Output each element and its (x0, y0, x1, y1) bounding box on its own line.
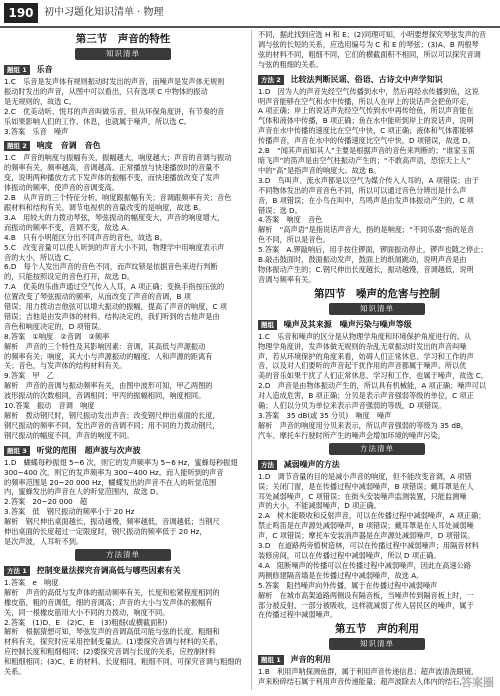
method-heading (258, 74, 496, 85)
page-number: 190 (4, 3, 38, 23)
text-line: 解析 拨动钢尺时，钢尺振动发出声音；改变钢尺伸出桌面的长度， (4, 411, 220, 420)
text-line: 关；音色，与发声体的结构材料有关。 (4, 361, 127, 371)
text-line: 3.D 鸟叫声、流水声都是以空气为媒介传入人耳的，A 项错误；由于 (258, 175, 479, 185)
text-line: 调与弦的长短的关系，应选用编号为 C 和 E 的琴弦；(3)A、B 两根琴 (258, 39, 479, 49)
topic-title: 响度 音调 音色 (36, 141, 101, 151)
text-line: 色不同，所以是音色。 (258, 235, 330, 245)
text-line: 确；人们以分贝为单位来表示声音强弱的等级，D 项错误。 (258, 401, 446, 411)
text-line: 1.D 蝴蝶每秒振翅 5~6 次，则它的发声频率为 5~6 Hz，蜜蜂每秒振翅 (4, 457, 238, 467)
watermark-logo: 答案圈 (461, 676, 494, 689)
method-tag: 方法 2 (258, 75, 284, 85)
text-line: 钢尺振动的幅度不同，声音的响度不同。 (4, 430, 134, 440)
section-title: 第五节 声的利用 (335, 623, 419, 636)
text-line: 3.答案 低 钢尺振动的频率小于 20 Hz (4, 507, 135, 517)
answers-block (258, 87, 496, 285)
text-line: 1.答案 e 响度 (4, 577, 59, 587)
text-line: 物体振动产生的；C.钢尺伸出长度越长，振动越慢，音调越低，说明 (258, 264, 474, 274)
text-line: 9.答案 甲 乙 (4, 371, 54, 381)
answers-block (258, 332, 496, 441)
text-line: 解析 声音的响度用分贝来表示，所以声音强弱的等级为 35 dB， (258, 420, 469, 430)
text-line: 声，C 项错误；摩托车安装消声器是在声源处减弱噪声，D 项错误。 (258, 531, 475, 541)
method-title: 控制变量法探究音调高低与哪些因素有关 (36, 565, 181, 575)
text-line: 伸出桌面的长度超过一定限度时，钢尺振动的频率低于 20 Hz， (4, 527, 207, 537)
text-line: 在传播过程中减弱噪声。 (258, 610, 338, 620)
text-line: 4.A 阻断噪声的传播可以在传播过程中减弱噪声，因此在高速公路 (258, 560, 472, 570)
text-line: 体振动的频率，使声音的音调变高。 (4, 183, 120, 193)
text-line: 对人造成危害，B 项正确；分贝是表示声音强弱等级的单位，C 项正 (258, 391, 474, 401)
text-line: 错误；用力拨动吉他弦可以增大振动的振幅，提高了声音的响度，C 项 (4, 302, 227, 312)
topic-title: 听觉的范围 超声波与次声波 (36, 445, 141, 455)
text-line: 解析 声音的高低与发声体的振动频率有关，长度和松紧程度相同的 (4, 587, 220, 597)
answers-block (258, 472, 496, 621)
text-line: B.敲击鼓面时，鼓面振动发声，鼓面上的纸屑跳动，说明声音是由 (258, 255, 467, 265)
page-header (0, 0, 500, 28)
text-line: 是次声波，人耳听不到。 (4, 536, 84, 546)
topic-title: 乐音 (36, 65, 53, 74)
topic-heading (258, 654, 496, 665)
text-line: 1.C 声音的响度与振幅有关，振幅越大，响度越大；声音的音调与振动 (4, 153, 232, 163)
text-line: 5.答案 A.锣敲响后，用手按住锣面，锣面振动停止，锣声也随之停止； (258, 245, 488, 255)
method-heading (258, 459, 496, 470)
topic-tag: 题组 (258, 320, 277, 330)
text-line: 不同物体发出的声音音色不同，所以可以通过音色分辨出是什么声 (258, 185, 467, 195)
text-line: 3.D 在道路两旁植树造林，可以在传播过程中减弱噪声；用隔音材料 (258, 541, 479, 551)
text-line: 解析 声音的音调与振动频率有关，由图中波形可知，甲乙两图的 (4, 381, 213, 391)
method-title: 减弱噪声的方法 (283, 459, 340, 469)
text-line: A 项正确；岸上的说话声先经空气传到水中再传给鱼，所以声音能在 (258, 106, 474, 116)
topic-title: 噪声及其来源 噪声污染与噪声等级 (283, 319, 412, 329)
text-line: 与弦的粗细的关系。 (258, 59, 323, 69)
answers-block (4, 578, 242, 677)
answers-block (4, 458, 242, 547)
text-line: 3.答案 乐音 噪声 (4, 126, 69, 136)
text-line: 3.A 用较大的力拨动琴弦，琴弦振动的幅度变大，声音的响度增大， (4, 212, 225, 222)
text-line: 汽车、摩托车行驶时所产生的噪声会增加环境的噪声污染。 (258, 430, 445, 440)
text-line: 声来粉碎结石属于利用声音传递能量；超声波除去人体内的结石， (258, 677, 467, 687)
text-line: 3.答案 35 dB(或 35 分贝) 响度 噪声 (258, 411, 392, 420)
text-line: 错误；吉他是由发声体的材料、结构决定的，我们听到的吉他声是由 (4, 311, 220, 321)
text-line: 1.C 乐音是发声体有规则振动时发出的声音，而噪声是发声体无规则 (4, 77, 225, 86)
text-line: 4.B 只有小明能区分出不同声音的音色，故选 B。 (4, 232, 167, 242)
book-title: 初中习题化知识清单 · 物理 (44, 7, 164, 18)
text-line: 的，只能按照设定的音色打开，故选 D。 (4, 272, 135, 282)
text-line: 8.答案 ①响度 ②音调 ③频率 (4, 331, 110, 341)
knowledge-banner: 知识清单 (329, 303, 425, 315)
text-line: 解析 “高声语”是指说话声音大，指的是响度；“不同乐器”指的是音 (258, 225, 475, 235)
text-line: 波形振动的次数相同，音调相同；甲丙的振幅相同，响度相同。 (4, 391, 206, 401)
text-line: 音的大小，所以选 C。 (4, 252, 76, 262)
text-line: 传播声音，声音在水中的传播速度比空气中快，D 项错误，故选 D。 (258, 136, 475, 146)
text-line: 弦的材料不同，粗细不同，它们的横截面积不相同，所以可以探究音调 (258, 49, 481, 59)
answers-block (258, 30, 496, 70)
text-line: 5.答案 阻挡噪声向外传播，属于在传播过程中减弱噪声 (258, 580, 438, 590)
text-line: 钢尺振动的频率不同，发出声音的音调不同；用不同的力拨动钢尺， (4, 420, 220, 430)
text-line: 声音在水中传播的速度比在空气中快，C 项正确；液体和气体都能够 (258, 126, 474, 136)
text-line: 物理学角度讲，发声体做无规则的杂乱无章振动时发出的声音叫噪 (258, 341, 467, 351)
text-line: 1.C 乐音和噪声的区分是从物理学角度和环境保护角度进行的。从 (258, 331, 472, 341)
text-line: 关，同一根橡皮筋用大小不同的力拨动，响度不同。 (4, 607, 170, 617)
text-line: 暗飞声”的笛声是由空气柱振动产生的；“不敢高声语，恐惊天上人” (258, 155, 471, 165)
text-line: 7.A 优美的乐曲声通过空气传入人耳，A 项正确；变换手指按压弦的 (4, 282, 225, 292)
topic-heading (4, 140, 242, 151)
text-line: 气体和液体中传播，B 项正确；鱼在水中能听到岸上的说话声，说明 (258, 116, 474, 126)
text-line: 1.D 因为人的声音先经空气传播到水中，然后再经水传播到鱼，这说 (258, 86, 479, 96)
text-line: 乐如果影响人们的工作、休息，也就属于噪声，所以选 C。 (4, 116, 191, 126)
text-line: 橡皮筋，粗的音调低，细的音调高；声音的大小与发声体的振幅有 (4, 597, 213, 607)
text-line: 声的大小，不能减弱噪声，D 项正确。 (258, 501, 381, 511)
text-line: 2.D 声音是由物体振动产生的，所以具有机械能，A 项正确；噪声可以 (258, 381, 487, 391)
method-heading (4, 565, 242, 576)
text-line: 1.D 调节音量的目的是减小声音的响度，但不能改变音调，A 项错 (258, 471, 472, 481)
topic-tag: 题组 1 (258, 655, 284, 665)
topic-title: 声音的利用 (290, 655, 331, 665)
text-line: 2.C 优美动听、悦耳的声音叫做乐音，但从环保角度讲，有节奏的音 (4, 106, 225, 116)
topic-heading (4, 64, 242, 75)
text-line: 跟材料和结构有关。调节电视机的音量改变的是响度，故选 B。 (4, 202, 206, 212)
text-line: 是无规则的，故选 C。 (4, 96, 76, 106)
text-line: 音调与频率有关。 (258, 274, 316, 284)
topic-tag: 题组 1 (4, 65, 30, 75)
method-title: 比较法判断民谣、俗语、古诗文中声学知识 (290, 74, 443, 84)
text-line: 音，以及对人们要听的声音起干扰作用的声音都属于噪声。所以优 (258, 361, 467, 371)
text-line: 300~400 次，则它的发声频率为 300~400 Hz。而人能听到的声音 (4, 467, 224, 477)
text-line: 解析 声音的三个特性及其影响因素：音调，其高低与声源振动 (4, 341, 206, 351)
text-line: 变，说明两种播放方式下发声体的振幅不变，而快速播放改变了发声 (4, 173, 220, 183)
text-line: 明声音能够在空气和水中传播，所以人在岸上的说话声会把鱼吓走， (258, 96, 474, 106)
text-line: 内，蜜蜂发出的声音在人的听觉范围内，故选 D。 (4, 487, 163, 497)
section-title: 第四节 噪声的危害与控制 (314, 287, 440, 300)
left-column (4, 30, 242, 690)
text-line: 的频率范围是 20~20 000 Hz，蝴蝶发出的声音不在人的听觉范围 (4, 477, 217, 487)
answers-block (4, 77, 242, 136)
method-banner: 方法清单 (75, 549, 171, 561)
text-line: 应控制长度和粗细相同；(2)要探究音调与长度的关系，应控制材料 (4, 647, 216, 657)
text-line: 材料有关，探究时应采用控制变量法。(1)要探究音调与材料的关系， (4, 637, 223, 647)
text-line: 2.A 树木能吸收和反射声音，可以在传播过程中减弱噪声，A 项正确； (258, 511, 486, 521)
text-line: 部分被反射，一部分被吸收，这样就减弱了传入居民区的噪声，属于 (258, 600, 474, 610)
text-line: 和粗细相同；(3)C、E 的材料、长度相同，粗细不同，可探究音调与粗细的关系。 (4, 657, 242, 677)
knowledge-banner: 知识清单 (329, 638, 425, 650)
text-line: 不同，据此找到应选 H 和 E；(2)同理可知，小明要想探究琴弦发声的音 (258, 30, 487, 39)
text-line: 美的音乐如果干扰了人们正常休息、学习和工作，也属于噪声，故选 C。 (258, 371, 489, 381)
topic-tag: 题组 2 (4, 141, 30, 151)
topic-tag: 题组 3 (4, 446, 30, 456)
text-line: 音，B 项错误；在小鸟在叫中，鸟鸣声是由发声体振动产生的，C 项 (258, 195, 474, 205)
text-line: 的频率有关，频率越高，音调越高。正常播放与快速播放时的音量不 (4, 163, 220, 173)
section-title: 第三节 声音的特性 (75, 33, 171, 45)
text-line: 1.B 利用声呐探测鱼群，属于利用声音传递信息；超声波清洗眼镜， (258, 667, 479, 677)
text-line: 解析 根据猜想可知，琴弦发声的音调高低可能与弦的长度、粗细和 (4, 627, 220, 637)
answers-block (4, 153, 242, 440)
right-column (258, 30, 496, 690)
knowledge-banner: 知识清单 (75, 48, 171, 60)
topic-heading (258, 319, 496, 330)
text-line: 10.答案 振动 音调 响度 (4, 401, 95, 411)
text-line: 解析 在城市高架道路两侧设有隔音板，当噪声传到隔音板上时，一 (258, 590, 474, 600)
text-line: 2.答案 20~20 000 超 (4, 497, 88, 507)
text-line: 音色和响度决定的，D 项错误。 (4, 321, 106, 331)
text-line: 误；关闭门窗，是在传播过程中减弱噪声，B 项错误；戴耳罩是在人 (258, 481, 474, 491)
text-line: 错误；选 D。 (258, 205, 302, 215)
method-banner: 方法清单 (329, 443, 425, 455)
text-line: 位置改变了琴弦振动的频率，从而改变了声音的音调，B 项 (4, 292, 191, 302)
text-line: 禁止鸣笛是在声源处减弱噪声，B 项错误；戴耳罩是在人耳处减弱噪 (258, 521, 474, 531)
method-tag: 方法 1 (4, 566, 30, 576)
column-divider (251, 30, 252, 690)
text-line: 6.D 每个人发出声音的音色不同，而声纹锁是依据音色来进行判断 (4, 262, 218, 272)
text-line: 振动时发出的声音，从图中可以看出，只有选项 C 中物体的振动 (4, 86, 208, 96)
text-line: 2.B “闻其声而知其人”主要是根据声音的音色来判断的；“谁家玉笛 (258, 146, 476, 156)
text-line: 2.答案 (1)D、E (2)C、E (3)粗细(或横截面积) (4, 617, 168, 627)
text-line: 4.答案 响度 音色 (258, 215, 323, 225)
text-line: 声，若从环境保护的角度来看，妨碍人们正常休息、学习和工作的声 (258, 351, 474, 361)
text-line: 中的“高”是指声音的响度大。故选 B。 (258, 165, 381, 175)
text-line: 而振动的频率不变，音调不变，故选 A。 (4, 222, 134, 232)
text-line: 装修房间，可以在传播过程中减弱噪声，所以 D 项正确。 (258, 550, 441, 560)
text-line: 解析 钢尺伸出桌面越长，振动越慢，频率越低，音调越低；当钢尺 (4, 517, 220, 527)
text-line: 2.B 从声音的三个特征分析，响度跟振幅有关；音调跟频率有关；音色 (4, 193, 232, 203)
text-line: 5.C 改变音量可以使人听到的声音大小不同，物理学中用响度表示声 (4, 242, 225, 252)
method-tag: 方法 (258, 460, 277, 470)
text-line: 耳处减弱噪声，C 项错误；在街头安装噪声监测装置，只能监测噪 (258, 491, 467, 501)
topic-heading (4, 445, 242, 456)
text-line: 两侧修建隔音墙是在传播过程中减弱噪声，故选 A。 (258, 570, 424, 580)
text-line: 的频率有关；响度，其大小与声源振动的幅度、人和声源的距离有 (4, 351, 213, 361)
